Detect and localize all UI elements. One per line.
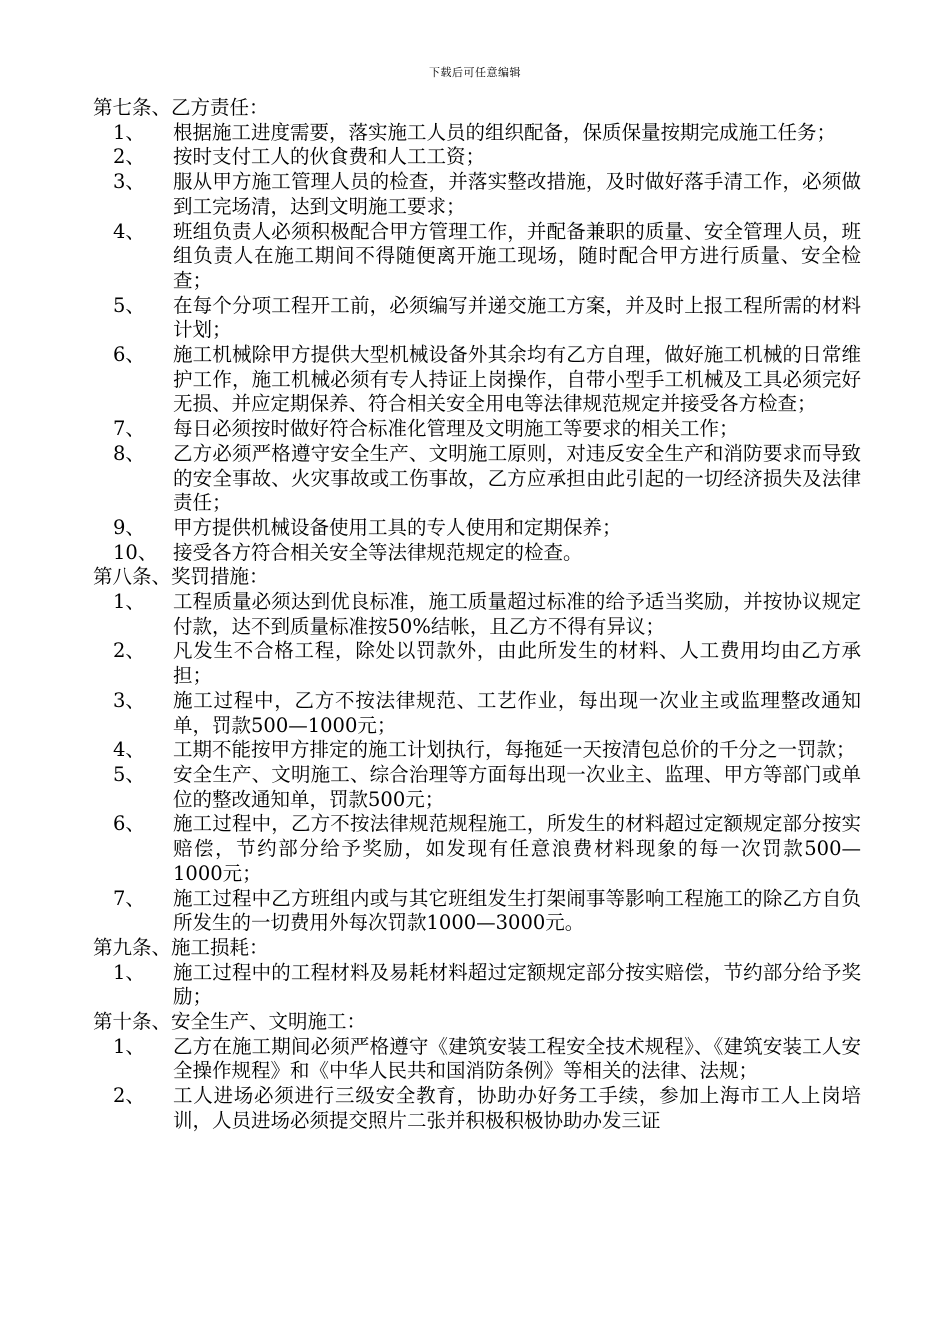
- clause-text: 班组负责人必须积极配合甲方管理工作，并配备兼职的质量、安全管理人员，班组负责人在施工期间不得随便离开施工现场，随时配合甲方进行质量、安全检查；: [173, 219, 861, 292]
- clause-number: 1、: [113, 1034, 145, 1058]
- clause-number: 6、: [113, 812, 145, 836]
- clause-number: 7、: [113, 886, 145, 910]
- clause-item: [93, 689, 861, 738]
- clause-number: 6、: [113, 343, 145, 367]
- clause-number: 1、: [113, 590, 145, 614]
- clause-item: [93, 1035, 861, 1084]
- clause-text: 施工过程中，乙方不按法律规范、工艺作业，每出现一次业主或监理整改通知单，罚款500—1000元；: [173, 688, 861, 737]
- clause-text: 乙方在施工期间必须严格遵守《建筑安装工程安全技术规程》、《建筑安装工人安全操作规程》和《中华人民共和国消防条例》等相关的法律、法规；: [173, 1034, 861, 1083]
- clause-item: [93, 294, 861, 343]
- article-title: 第七条、乙方责任：: [93, 96, 269, 119]
- clause-text: 施工机械除甲方提供大型机械设备外其余均有乙方自理，做好施工机械的日常维护工作，施工机械必须有专人持证上岗操作，自带小型手工机械及工具必须完好无损、并应定期保养、符合相关安全用电等法律规范规定并接受各方检查；: [173, 343, 861, 416]
- clause-item: [93, 1084, 861, 1133]
- clause-item: [93, 121, 861, 146]
- clause-number: 5、: [113, 293, 145, 317]
- clause-number: 2、: [113, 1084, 145, 1108]
- clause-number: 7、: [113, 417, 145, 441]
- clause-number: 2、: [113, 639, 145, 663]
- clause-number: 9、: [113, 515, 145, 539]
- article-title: 第十条、安全生产、文明施工：: [93, 1010, 367, 1034]
- clause-item: [93, 961, 861, 1010]
- clause-number: 1、: [113, 960, 145, 984]
- clause-text: 在每个分项工程开工前，必须编写并递交施工方案，并及时上报工程所需的材料计划；: [173, 293, 861, 342]
- clause-number: 5、: [113, 762, 145, 786]
- clause-item: [93, 887, 861, 936]
- clause-number: 8、: [113, 441, 145, 465]
- clause-item: [93, 639, 861, 688]
- article-title: 第九条、施工损耗：: [93, 935, 269, 959]
- clause-number: 10、: [113, 540, 158, 564]
- clause-text: 服从甲方施工管理人员的检查，并落实整改措施，及时做好落手清工作，必须做到工完场清，达到文明施工要求；: [173, 170, 861, 218]
- clause-number: 3、: [113, 170, 145, 194]
- clause-text: 施工过程中的工程材料及易耗材料超过定额规定部分按实赔偿，节约部分给予奖励；: [173, 960, 861, 1009]
- clause-text: 施工过程中，乙方不按法律规范规程施工，所发生的材料超过定额规定部分按实赔偿，节约部分给予奖励，如发现有任意浪费材料现象的每一次罚款500—1000元；: [173, 812, 861, 885]
- clause-text: 工程质量必须达到优良标准，施工质量超过标准的给予适当奖励，并按协议规定付款，达不到质量标准按50%结帐，且乙方不得有异议；: [173, 590, 861, 638]
- document-body: [93, 96, 861, 1134]
- clause-number: 4、: [113, 219, 145, 243]
- clause-item: [93, 812, 861, 886]
- clause-text: 按时支付工人的伙食费和人工工资；: [173, 145, 486, 169]
- clause-text: 安全生产、文明施工、综合治理等方面每出现一次业主、监理、甲方等部门或单位的整改通知单，罚款500元；: [173, 762, 861, 811]
- clause-text: 施工过程中乙方班组内或与其它班组发生打架闹事等影响工程施工的除乙方自负所发生的一切费用外每次罚款1000—3000元。: [173, 886, 861, 935]
- clause-item: [93, 417, 861, 442]
- clause-text: 工人进场必须进行三级安全教育，协助办好务工手续，参加上海市工人上岗培训，人员进场必须提交照片二张并积极积极协助办发三证: [173, 1084, 861, 1132]
- clause-item: [93, 516, 861, 541]
- clause-number: 4、: [113, 738, 145, 762]
- clause-text: 凡发生不合格工程，除处以罚款外，由此所发生的材料、人工费用均由乙方承担；: [173, 639, 861, 688]
- clause-item: [93, 442, 861, 516]
- clause-text: 工期不能按甲方排定的施工计划执行，每拖延一天按清包总价的千分之一罚款；: [173, 738, 856, 762]
- clause-text: 乙方必须严格遵守安全生产、文明施工原则，对违反安全生产和消防要求而导致的安全事故、火灾事故或工伤事故，乙方应承担由此引起的一切经济损失及法律责任；: [173, 441, 861, 515]
- clause-text: 接受各方符合相关安全等法律规范规定的检查。: [173, 540, 583, 564]
- clause-number: 2、: [113, 145, 145, 169]
- page-header: 下载后可任意编辑: [429, 66, 521, 79]
- clause-text: 根据施工进度需要，落实施工人员的组织配备，保质保量按期完成施工任务；: [173, 120, 837, 144]
- article-title: 第八条、奖罚措施：: [93, 565, 269, 589]
- clause-number: 3、: [113, 688, 145, 712]
- clause-text: 甲方提供机械设备使用工具的专人使用和定期保养；: [173, 515, 622, 539]
- clause-item: [93, 220, 861, 294]
- clause-item: [93, 738, 861, 763]
- clause-item: [93, 590, 861, 639]
- clause-item: [93, 145, 861, 170]
- clause-number: 1、: [113, 120, 145, 144]
- clause-item: [93, 170, 861, 219]
- clause-item: [93, 343, 861, 417]
- clause-item: [93, 763, 861, 812]
- clause-text: 每日必须按时做好符合标准化管理及文明施工等要求的相关工作；: [173, 417, 739, 441]
- clause-item: [93, 541, 861, 566]
